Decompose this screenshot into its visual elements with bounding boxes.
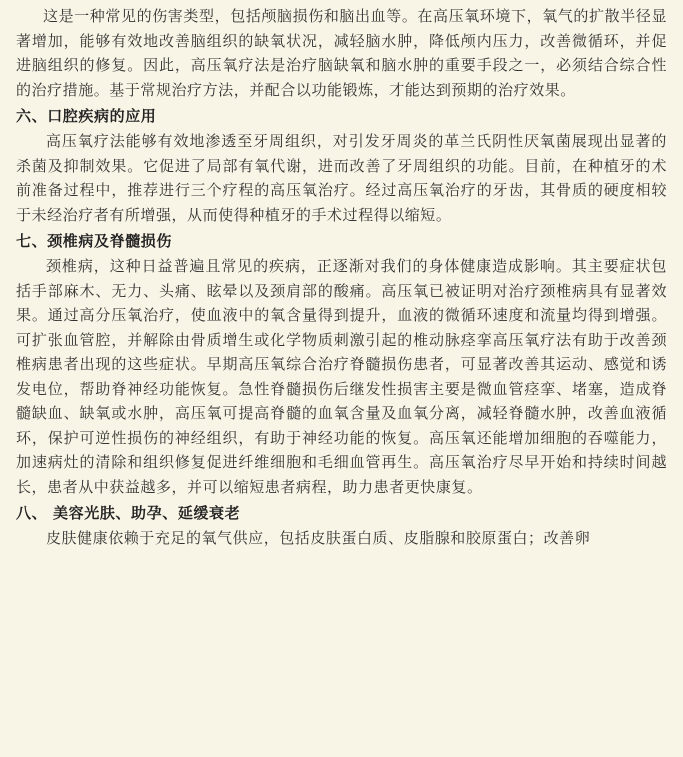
paragraph-oral-disease: 高压氧疗法能够有效地渗透至牙周组织，对引发牙周炎的革兰氏阴性厌氧菌展现出显著的杀菌及抑制效果。它促进了局部有氧代谢，进而改善了牙周组织的功能。目前，在种植牙的术前准备过程中，推荐进行三个疗程的高压氧治疗。经过高压氧治疗的牙齿，其骨质的硬度相较于未经治疗者有所增强，从而使得种植牙的手术过程得以缩短。: [16, 132, 667, 224]
section-heading-oral-disease: 六、口腔疾病的应用: [16, 107, 157, 125]
section-heading-cervical-spine: 七、颈椎病及脊髓损伤: [16, 232, 173, 250]
paragraph-brain-injury: 这是一种常见的伤害类型，包括颅脑损伤和脑出血等。在高压氧环境下，氧气的扩散半径显著增加，能够有效地改善脑组织的缺氧状况，减轻脑水肿，降低颅内压力，改善微循环，并促进脑组织的修复。因此，高压氧疗法是治疗脑缺氧和脑水肿的重要手段之一，必须结合综合性的治疗措施。基于常规治疗方法，并配合以功能锻炼，才能达到预期的治疗效果。: [16, 7, 667, 99]
section-heading-beauty-skin: 八、 美容光肤、助孕、延缓衰老: [16, 504, 241, 522]
paragraph-beauty-skin: 皮肤健康依赖于充足的氧气供应，包括皮肤蛋白质、皮脂腺和胶原蛋白；改善卵: [46, 529, 591, 547]
paragraph-cervical-spine: 颈椎病，这种日益普遍且常见的疾病，正逐渐对我们的身体健康造成影响。其主要症状包括手部麻木、无力、头痛、眩晕以及颈肩部的酸痛。高压氧已被证明对治疗颈椎病具有显著效果。通过高分压氧治疗，使血液中的氧含量得到提升，血液的微循环速度和流量均得到增强。可扩张血管腔，并解除由骨质增生或化学物质刺激引起的椎动脉痉挛高压氧疗法有助于改善颈椎病患者出现的这些症状。早期高压氧综合治疗脊髓损伤患者，可显著改善其运动、感觉和诱发电位，帮助脊神经功能恢复。急性脊髓损伤后继发性损害主要是微血管痉挛、堵塞，造成脊髓缺血、缺氧或水肿，高压氧可提高脊髓的血氧含量及血氧分离，减轻脊髓水肿，改善血液循环，保护可逆性损伤的神经组织，有助于神经功能的恢复。高压氧还能增加细胞的吞噬能力，加速病灶的清除和组织修复促进纤维细胞和毛细血管再生。高压氧治疗尽早开始和持续时间越长，患者从中获益越多，并可以缩短患者病程，助力患者更快康复。: [16, 257, 667, 496]
